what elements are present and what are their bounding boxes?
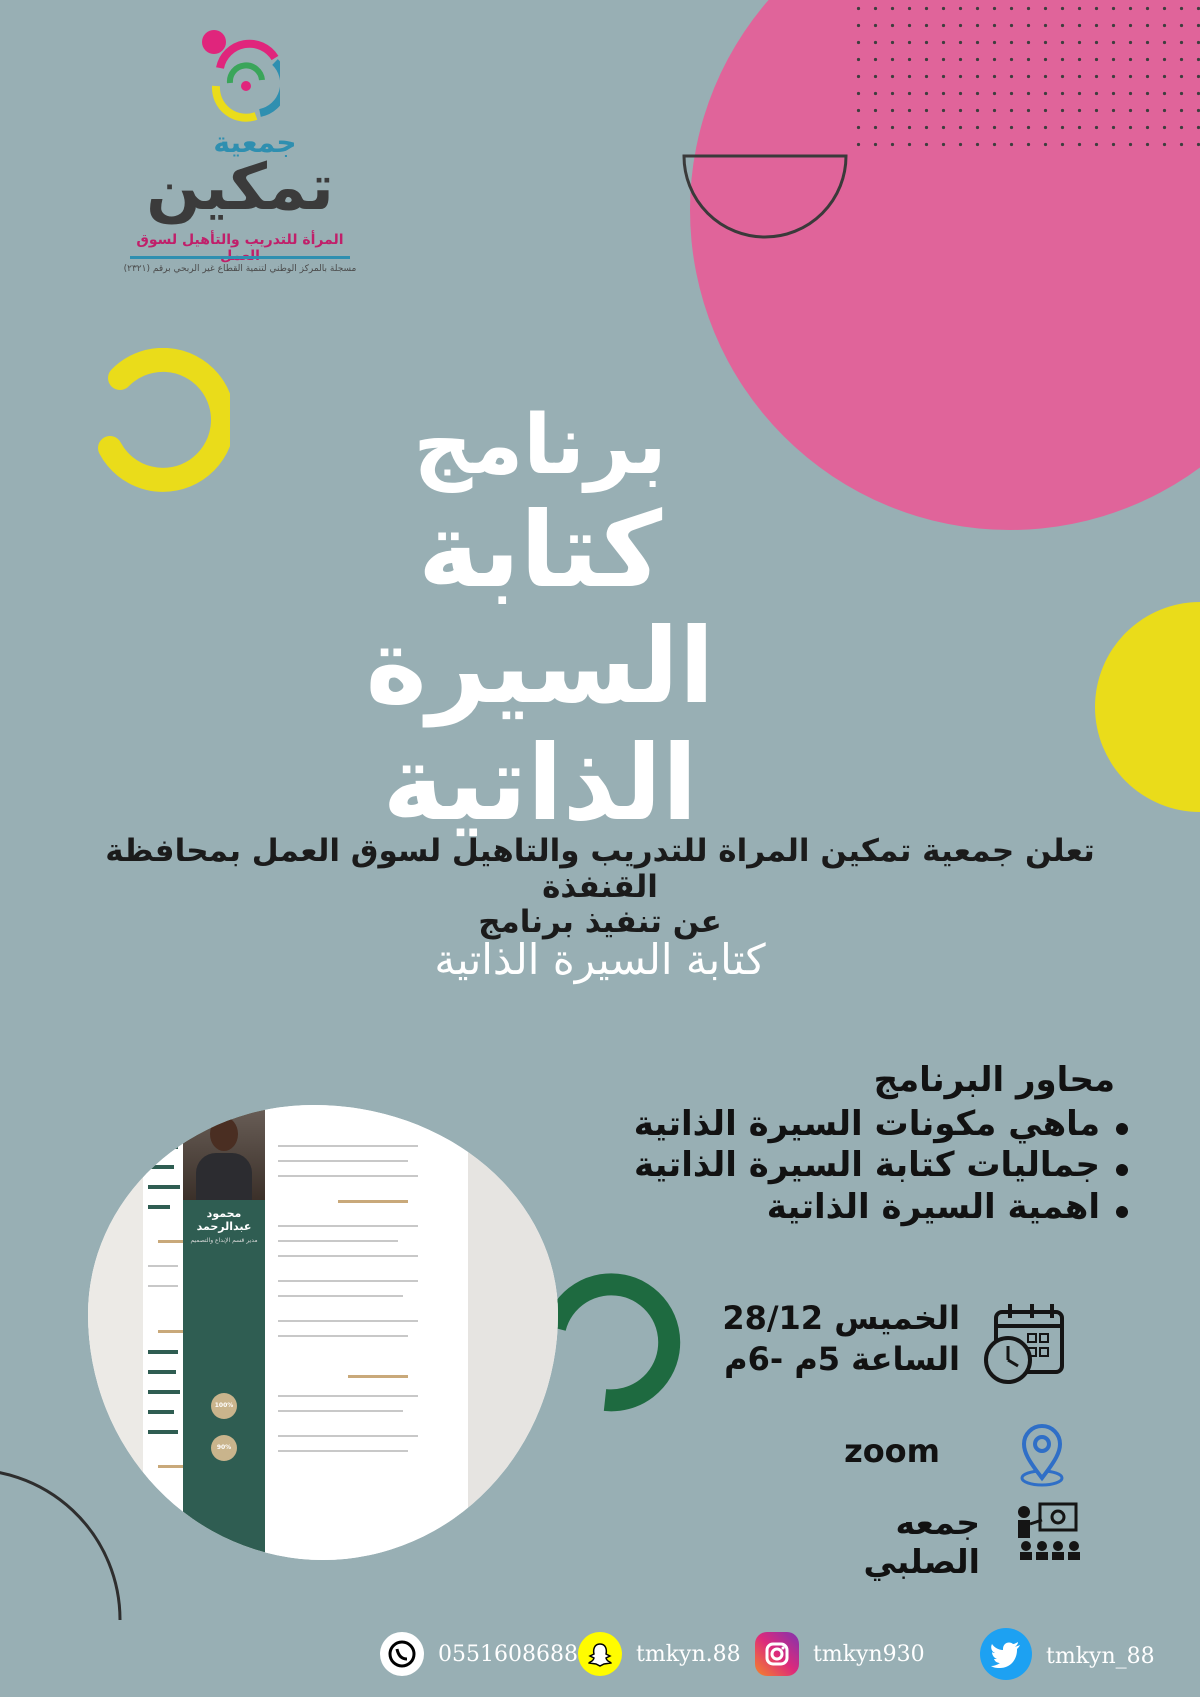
schedule-time: الساعة 5م -6م — [724, 1339, 960, 1378]
list-item: اهمية السيرة الذاتية — [580, 1187, 1100, 1228]
social-whatsapp[interactable] — [380, 1632, 578, 1676]
twitter-icon — [980, 1628, 1032, 1680]
yellow-ring-decoration — [80, 348, 230, 498]
list-item: ماهي مكونات السيرة الذاتية — [580, 1104, 1100, 1145]
logo-divider — [130, 256, 350, 259]
bowl-outline-decoration — [680, 152, 850, 242]
social-text: 0551608688 — [438, 1641, 578, 1667]
location-text: zoom — [844, 1432, 940, 1470]
list-item: جماليات كتابة السيرة الذاتية — [580, 1145, 1100, 1186]
whatsapp-icon — [380, 1632, 424, 1676]
logo-registration: مسجلة بالمركز الوطني لتنمية القطاع غير الربحي برقم (٢٣٢١) — [123, 264, 357, 274]
schedule-info — [700, 1298, 960, 1380]
cv-name: محمود عبدالرحمد — [196, 1207, 252, 1234]
announcement-line-1: تعلن جمعية تمكين المراة للتدريب والتاهيل لسوق العمل بمحافظة القنفذة — [105, 833, 1095, 905]
social-twitter[interactable] — [980, 1632, 1155, 1680]
social-text: tmkyn930 — [813, 1641, 925, 1667]
social-text: tmkyn.88 — [636, 1641, 741, 1667]
program-title — [220, 398, 860, 844]
cv-skill-ring: 90% — [211, 1435, 237, 1461]
social-footer — [0, 1632, 1200, 1692]
topics-list — [580, 1104, 1140, 1228]
trainer-name: جمعه الصلبي — [863, 1503, 980, 1581]
calendar-clock-icon — [982, 1300, 1068, 1386]
instagram-icon — [755, 1632, 799, 1676]
announcement-program-name: كتابة السيرة الذاتية — [434, 935, 766, 984]
logo-tagline: المرأة للتدريب والتأهيل لسوق — [136, 232, 344, 248]
title-line-3: السيرة الذاتية — [365, 605, 715, 844]
trainer-icon — [1012, 1500, 1082, 1562]
announcement-text — [100, 834, 1100, 941]
logo-name: تمكين — [146, 151, 334, 225]
schedule-date: الخميس 28/12 — [722, 1299, 960, 1337]
title-line-2: كتابة — [417, 488, 663, 611]
social-text: tmkyn_88 — [1046, 1643, 1155, 1669]
title-line-1: برنامج — [413, 398, 667, 493]
cv-skill-ring: 100% — [211, 1393, 237, 1419]
organization-logo — [120, 28, 360, 274]
topics-title: محاور البرنامج — [873, 1060, 1115, 1100]
location-pin-icon — [1018, 1422, 1068, 1488]
logo-emblem-icon — [200, 28, 280, 128]
announcement-line-2: عن تنفيذ برنامج — [478, 904, 722, 941]
cv-role: مدير قسم الإبداع والتصميم — [190, 1237, 258, 1244]
snapchat-icon — [578, 1632, 622, 1676]
dot-grid-decoration — [850, 0, 1200, 150]
logo-small-text: جمعية — [213, 126, 297, 159]
social-instagram[interactable] — [755, 1632, 925, 1676]
cv-sample-image — [88, 1105, 558, 1560]
yellow-semicircle-decoration — [1095, 602, 1200, 812]
social-snapchat[interactable] — [578, 1632, 741, 1676]
program-topics — [580, 1060, 1140, 1228]
